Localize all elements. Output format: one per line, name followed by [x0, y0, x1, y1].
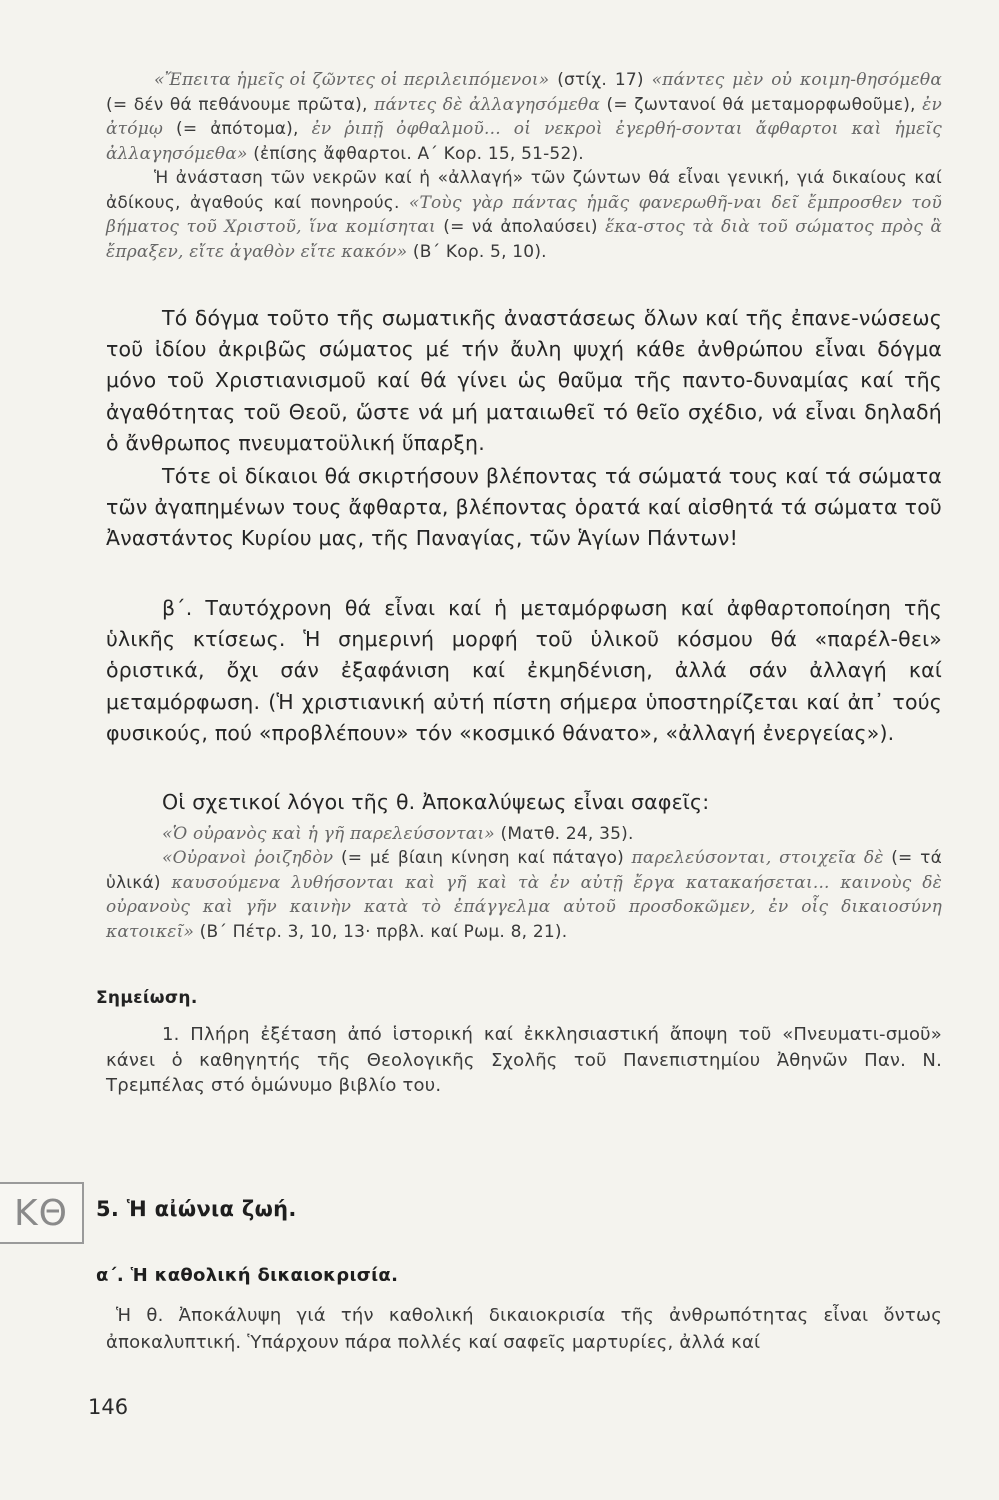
subsection-title: α΄. Ἡ καθολική δικαιοκρισία.: [96, 1265, 399, 1286]
quote-text: (= νά ἀπολαύσει): [435, 217, 606, 237]
note-heading: Σημείωση.: [96, 988, 198, 1008]
quote-paragraph-4: [106, 846, 942, 944]
quote-italic: «Ἔπειτα ἡμεῖς οἱ ζῶντες οἱ περιλειπόμενοι»: [154, 70, 550, 90]
quote-italic: «Τοὺς γὰρ πάντας ἡμᾶς φανερωθῆ-ναι δεῖ ἔμπροσθεν τοῦ βήματος τοῦ Χριστοῦ, ἵνα κομίσηται: [106, 192, 942, 237]
quote-text: (= ἀπότομα),: [163, 119, 312, 139]
quote-italic: «Οὐρανοὶ ῥοιζηδὸν: [162, 848, 334, 868]
quote-text: (στίχ. 17): [549, 70, 652, 90]
body-paragraph-2: Τότε οἱ δίκαιοι θά σκιρτήσουν βλέποντας τά σώματά τους καί τά σώματα τῶν ἀγαπημένων τους ἄφθαρτα, βλέποντας ὁρατά καί αἰσθητά τά σώματα τοῦ Ἀναστάντος Κυρίου μας, τῆς Παναγίας, τῶν Ἁγίων Πάντων!: [106, 464, 942, 551]
quote-paragraph-3: [106, 822, 942, 847]
quote-text: (= ζωντανοί θά μεταμορφωθοῦμε),: [600, 94, 923, 115]
quote-italic: «πάντες μὲν οὐ κοιμη-θησόμεθα: [651, 70, 942, 90]
quote-text: (Β΄ Πέτρ. 3, 10, 13· πρβλ. καί Ρωμ. 8, 21).: [194, 921, 568, 942]
body-paragraph-4: Οἱ σχετικοί λόγοι τῆς θ. Ἀποκαλύψεως εἶναι σαφεῖς:: [162, 790, 710, 814]
body-paragraph-3: β΄. Ταυτόχρονη θά εἶναι καί ἡ μεταμόρφωση καί ἀφθαρτοποίηση τῆς ὑλικῆς κτίσεως. Ἡ σημερινή μορφή τοῦ ὑλικοῦ κόσμου θά «παρέλ-θει» ὁριστικά, ὄχι σάν ἐξαφάνιση καί ἐκμηδένιση, ἀλλά σάν ἀλλαγή καί μεταμόρφωση. (Ἡ χριστιανική αὐτή πίστη σήμερα ὑποστηρίζεται καί ἀπ᾿ τούς φυσικούς, πού «προβλέπουν» τόν «κοσμικό θάνατο», «ἀλλαγή ἐνεργείας»).: [106, 596, 942, 745]
quote-text: (Β΄ Κορ. 5, 10).: [407, 241, 547, 262]
quote-italic: ἐν ἀτόμῳ: [106, 94, 942, 139]
page-number: 146: [88, 1395, 129, 1419]
quote-italic: πάντες δὲ ἀλλαγησόμεθα: [374, 94, 601, 115]
quote-italic: ἐν ῥιπῇ ὀφθαλμοῦ... οἱ νεκροὶ ἐγερθή-σονται ἄφθαρτοι καὶ ἡμεῖς ἀλλαγησόμεθα»: [106, 119, 942, 164]
quote-text: (= τά ὑλικά): [106, 848, 942, 893]
body-paragraph-1: Τό δόγμα τοῦτο τῆς σωματικῆς ἀναστάσεως ὅλων καί τῆς ἐπανε-νώσεως τοῦ ἰδίου ἀκριβῶς σώματος μέ τήν ἄυλη ψυχή κάθε ἀνθρώπου εἶναι δόγμα μόνο τοῦ Χριστιανισμοῦ καί θά γίνει ὡς θαῦμα τῆς παντο-δυναμίας καί τῆς ἀγαθότητας τοῦ Θεοῦ, ὥστε νά μή ματαιωθεῖ τό θεῖο σχέδιο, νά εἶναι δηλαδή ὁ ἄνθρωπος πνευματοϋλική ὕπαρξη.: [106, 306, 942, 455]
quote-text: (= δέν θά πεθάνουμε πρῶτα),: [106, 94, 375, 115]
body-paragraph-5: Ἡ θ. Ἀποκάλυψη γιά τήν καθολική δικαιοκρισία τῆς ἀνθρωπότητας εἶναι ὄντως ἀποκαλυπτική. Ὑπάρχουν πάρα πολλές καί σαφεῖς μαρτυρίες, ἀλλά καί: [106, 1305, 942, 1353]
quote-paragraph-1: [106, 68, 942, 166]
note-text: 1. Πλήρη ἐξέταση ἀπό ἱστορική καί ἐκκλησιαστική ἄποψη τοῦ «Πνευματι-σμοῦ» κάνει ὁ καθηγητής τῆς Θεολογικῆς Σχολῆς τοῦ Πανεπιστημίου Ἀθηνῶν Παν. Ν. Τρεμπέλας στό ὁμώνυμο βιβλίο του.: [106, 1024, 942, 1096]
quote-text: (ἐπίσης ἄφθαρτοι. Α΄ Κορ. 15, 51-52).: [247, 143, 584, 164]
quote-italic: παρελεύσονται, στοιχεῖα δὲ: [631, 848, 884, 868]
chapter-tab: ΚΘ: [0, 1182, 84, 1244]
quote-italic: καυσούμενα λυθήσονται καὶ γῆ καὶ τὰ ἐν αὐτῇ ἔργα κατακαήσεται... καινοὺς δὲ οὐρανοὺς καὶ γῆν καινὴν κατὰ τὸ ἐπάγγελμα αὐτοῦ προσδοκῶμεν, ἐν οἷς δικαιοσύνη κατοικεῖ»: [106, 872, 942, 942]
quote-paragraph-2: [106, 166, 942, 264]
section-title: 5. Ἡ αἰώνια ζωή.: [96, 1197, 297, 1221]
quote-text: (= μέ βίαιη κίνηση καί πάταγο): [333, 848, 632, 868]
quote-italic: «Ὁ οὐρανὸς καὶ ἡ γῆ παρελεύσονται»: [162, 824, 495, 844]
quote-text: (Ματθ. 24, 35).: [494, 824, 634, 844]
quote-italic: ἕκα-στος τὰ διὰ τοῦ σώματος πρὸς ἃ ἔπραξεν, εἴτε ἀγαθὸν εἴτε κακόν»: [106, 217, 942, 262]
quote-text: Ἡ ἀνάσταση τῶν νεκρῶν καί ἡ «ἀλλαγή» τῶν ζώντων θά εἶναι γενική, γιά δικαίους καί ἀδίκους, ἀγαθούς καί πονηρούς.: [106, 168, 942, 213]
